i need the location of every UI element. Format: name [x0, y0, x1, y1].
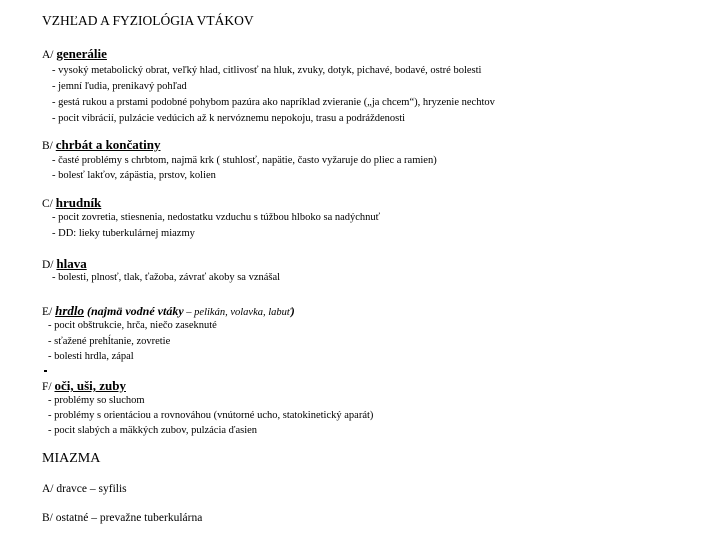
section-a-title: generálie [56, 46, 107, 61]
section-f-prefix: F/ [42, 381, 55, 393]
miazma-heading: MIAZMA [42, 451, 101, 466]
section-e-closing: ) [290, 304, 295, 318]
section-e-heading [42, 303, 295, 319]
section-e-subheading: (najmä vodné vtáky [84, 304, 184, 318]
section-a-prefix: A/ [42, 49, 57, 61]
section-e-bullet-3: - bolesti hrdla, zápal [48, 351, 134, 362]
section-f-title: oči, uši, zuby [54, 378, 126, 393]
section-a-heading [42, 46, 107, 62]
section-f-bullet-1: - problémy so sluchom [48, 395, 145, 406]
bullet-mark [44, 370, 47, 372]
section-b-heading [42, 137, 160, 153]
section-d-prefix: D/ [42, 259, 57, 271]
section-b-prefix: B/ [42, 140, 56, 152]
section-d-title: hlava [56, 256, 87, 271]
section-c-prefix: C/ [42, 198, 56, 210]
miazma-item-b: B/ ostatné – prevažne tuberkulárna [42, 512, 203, 524]
section-e-subnote: – pelikán, volavka, labuť [183, 307, 291, 318]
miazma-item-a: A/ dravce – syfilis [42, 483, 127, 495]
section-d-heading [42, 256, 87, 272]
section-f-heading [42, 378, 126, 394]
section-f-bullet-3: - pocit slabých a mäkkých zubov, pulzácia ďasien [48, 425, 258, 436]
section-a-bullet-4: - pocit vibrácií, pulzácie vedúcich až k nervóznemu nepokoju, trasu a podráždenosti [52, 113, 406, 124]
page-title: VZHĽAD A FYZIOLÓGIA VTÁKOV [42, 13, 254, 28]
section-e-bullet-1: - pocit obštrukcie, hrča, niečo zaseknuté [48, 320, 217, 331]
section-c-heading [42, 195, 101, 211]
section-c-title: hrudník [55, 195, 102, 210]
section-b-bullet-2: - bolesť lakťov, zápästia, prstov, kolien [52, 170, 216, 181]
section-a-bullet-2: - jemní ľudia, prenikavý pohľad [52, 81, 187, 92]
section-a-bullet-1: - vysoký metabolický obrat, veľký hlad, citlivosť na hluk, zvuky, dotyk, pichavé, bodavé, ostré bolesti [52, 65, 482, 76]
section-d-bullet-1: - bolesti, plnosť, tlak, ťažoba, závrať akoby sa vznášal [52, 272, 281, 283]
section-c-bullet-2: - DD: lieky tuberkulárnej miazmy [52, 228, 195, 239]
section-e-bullet-2: - sťažené prehĺtanie, zovretie [48, 336, 171, 347]
section-e-prefix: E/ [42, 306, 56, 318]
section-b-bullet-1: - časté problémy s chrbtom, najmä krk ( stuhlosť, napätie, často vyžaruje do pliec a ramien) [52, 155, 437, 166]
section-c-bullet-1: - pocit zovretia, stiesnenia, nedostatku vzduchu s túžbou hlboko sa nadýchnuť [52, 212, 381, 223]
section-f-bullet-2: - problémy s orientáciou a rovnováhou (vnútorné ucho, statokinetický aparát) [48, 410, 374, 421]
section-a-bullet-3: - gestá rukou a prstami podobné pohybom pazúra ako napríklad zvieranie („ja chcem“), hryzenie nechtov [52, 97, 495, 108]
section-e-title: hrdlo [55, 303, 85, 318]
section-b-title: chrbát a končatiny [55, 137, 161, 152]
